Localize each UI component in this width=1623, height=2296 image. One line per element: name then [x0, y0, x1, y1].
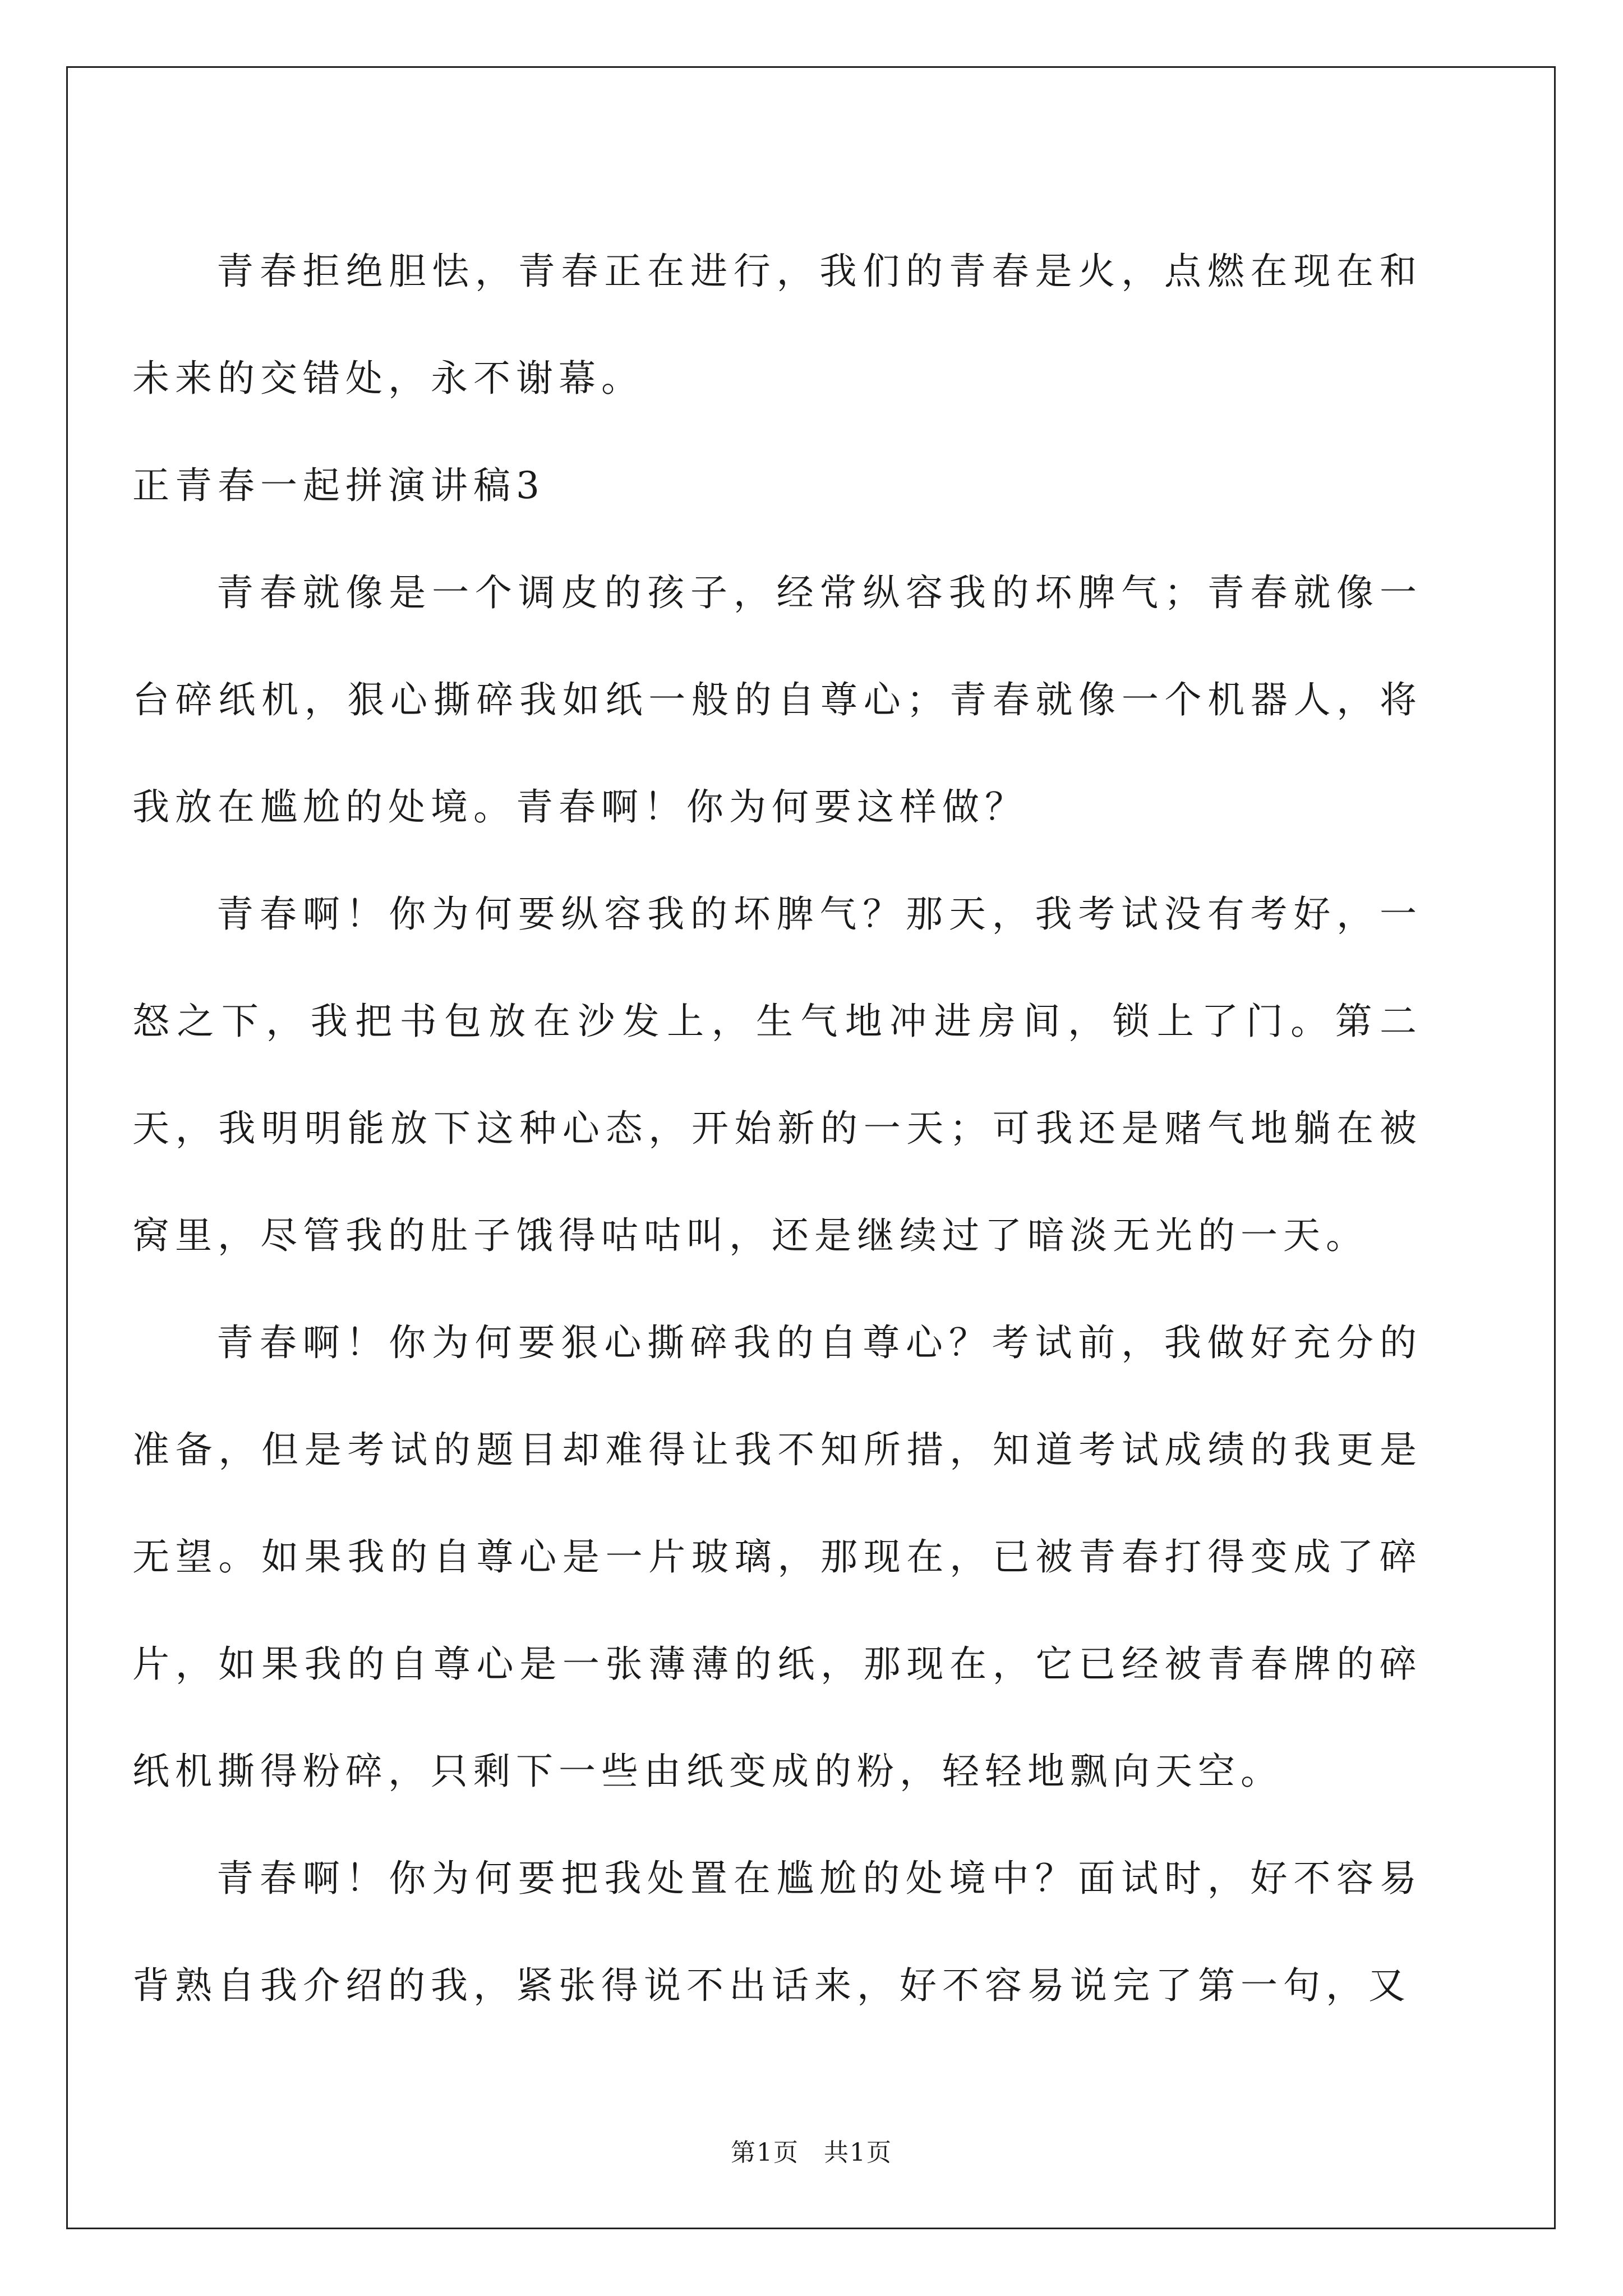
page-number: 第1页 [731, 2138, 799, 2167]
page-total: 共1页 [824, 2138, 892, 2167]
paragraph-intro: 青春拒绝胆怯，青春正在进行，我们的青春是火，点燃在现在和未来的交错处，永不谢幕。 [132, 250, 1422, 400]
paragraph-3: 青春啊！你为何要狠心撕碎我的自尊心？考试前，我做好充分的准备，但是考试的题目却难得让我不知所措，知道考试成绩的我更是无望。如果我的自尊心是一片玻璃，那现在，已被青春打得变成了碎片，如果我的自尊心是一张薄薄的纸，那现在，它已经被青春牌的碎纸机撕得粉碎，只剩下一些由纸变成的粉，轻轻地飘向天空。 [132, 1321, 1422, 1793]
paragraph-4: 青春啊！你为何要把我处置在尴尬的处境中？面试时，好不容易背熟自我介绍的我，紧张得说不出话来，好不容易说完了第一句，又 [132, 1857, 1422, 2007]
page-footer [0, 2136, 1623, 2170]
section-heading: 正青春一起拼演讲稿3 [132, 464, 545, 507]
paragraph-2: 青春啊！你为何要纵容我的坏脾气？那天，我考试没有考好，一怒之下，我把书包放在沙发上，生气地冲进房间，锁上了门。第二天，我明明能放下这种心态，开始新的一天；可我还是赌气地躺在被窝里，尽管我的肚子饿得咕咕叫，还是继续过了暗淡无光的一天。 [132, 892, 1422, 1257]
paragraph-1: 青春就像是一个调皮的孩子，经常纵容我的坏脾气；青春就像一台碎纸机，狠心撕碎我如纸一般的自尊心；青春就像一个机器人，将我放在尴尬的处境。青春啊！你为何要这样做？ [132, 571, 1422, 829]
document-body [132, 218, 1422, 2039]
